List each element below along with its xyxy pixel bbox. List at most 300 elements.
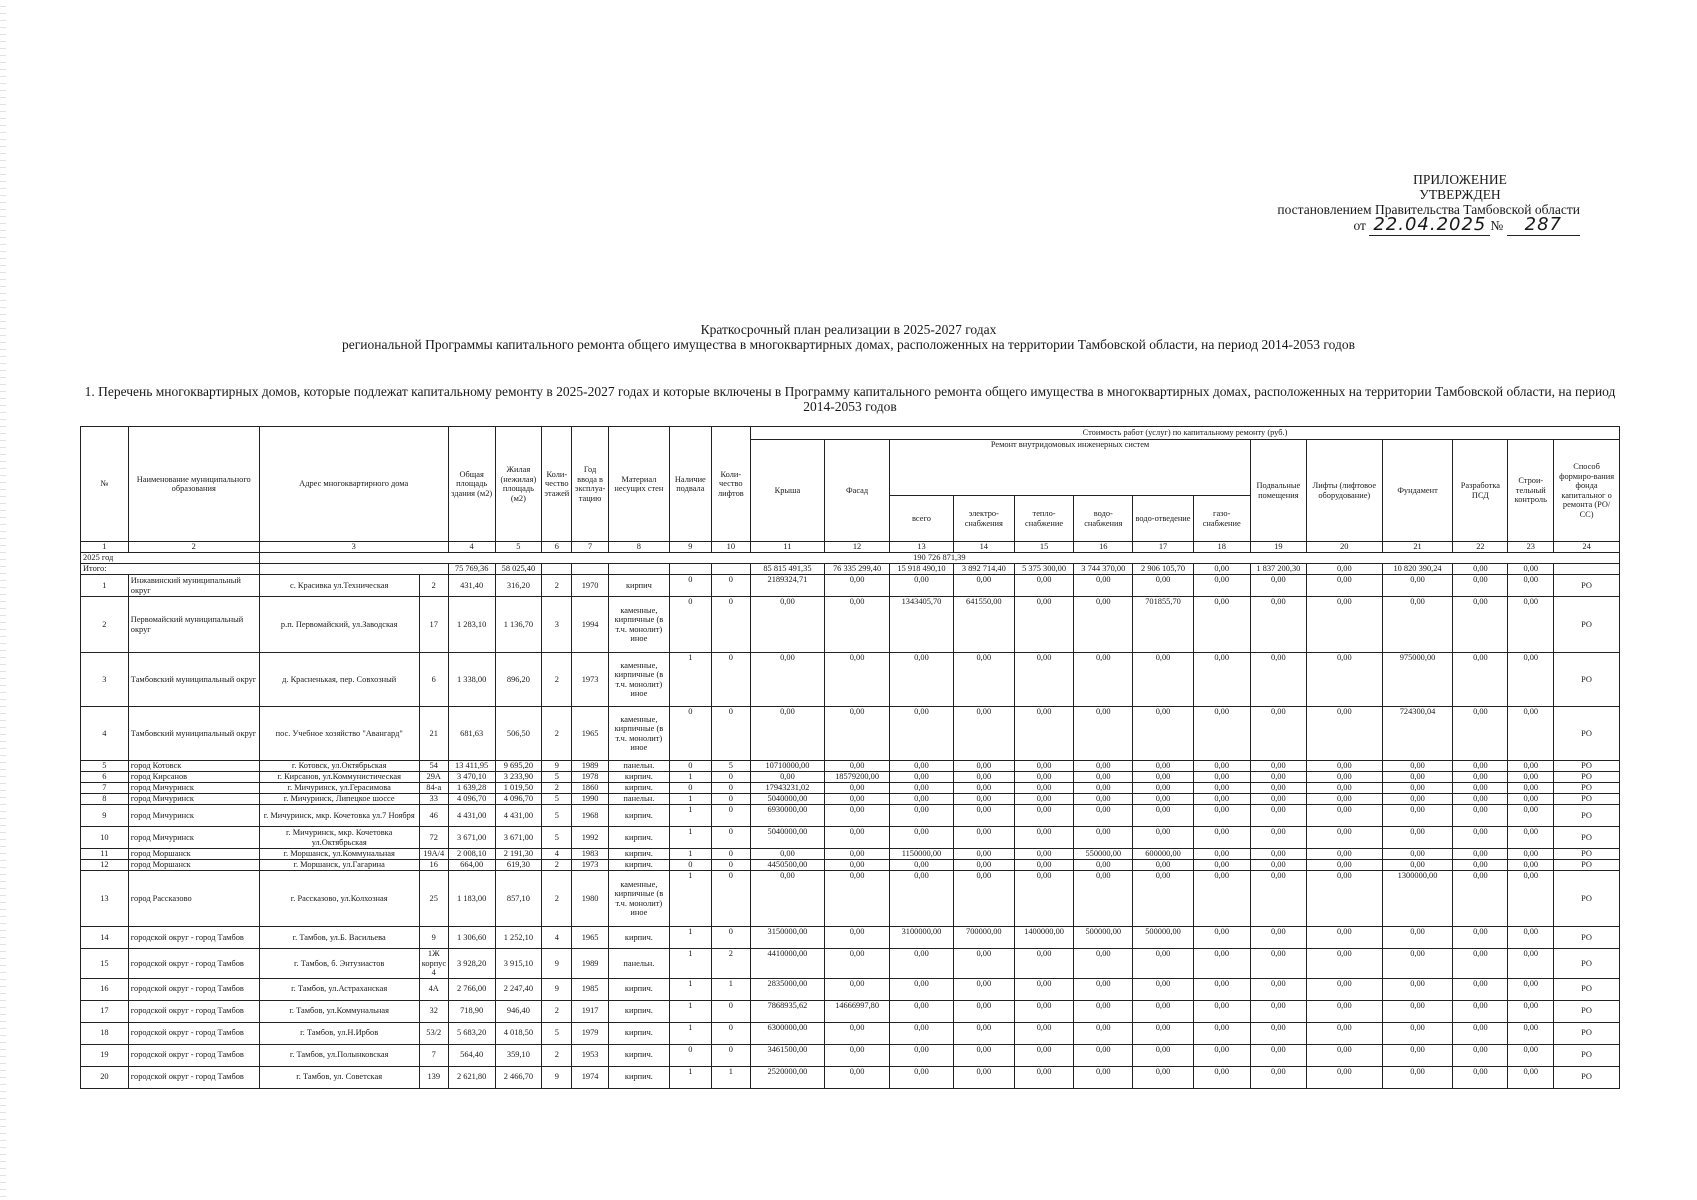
row-lift-equipment: 0,00: [1306, 575, 1382, 597]
row-heat: 0,00: [1014, 707, 1073, 761]
row-roof: 7868935,62: [751, 1000, 825, 1022]
row-fund-method: РО: [1554, 978, 1620, 1000]
row-address: д. Красненькая, пер. Совхозный: [259, 653, 419, 707]
table-row: [81, 653, 1620, 707]
row-year: 1970: [572, 575, 608, 597]
row-address: г. Тамбов, ул.Полынковская: [259, 1044, 419, 1066]
row-floors: 5: [542, 827, 572, 849]
row-cellar: 0,00: [1250, 761, 1306, 772]
row-facade: 0,00: [824, 1066, 889, 1088]
row-number: 18: [81, 1022, 129, 1044]
row-lifts: 0: [711, 860, 750, 871]
row-year: 1994: [572, 597, 608, 653]
row-lifts: 1: [711, 978, 750, 1000]
row-electric: 0,00: [953, 849, 1014, 860]
row-control: 0,00: [1508, 949, 1554, 979]
row-lift-equipment: 0,00: [1306, 794, 1382, 805]
table-row: [81, 1044, 1620, 1066]
row-total-area: 718,90: [448, 1000, 495, 1022]
row-gas: 0,00: [1193, 827, 1250, 849]
row-roof: 4450500,00: [751, 860, 825, 871]
column-number: 24: [1554, 542, 1620, 553]
row-gas: 0,00: [1193, 653, 1250, 707]
totals-living: 58 025,40: [495, 564, 542, 575]
year-label: 2025 год: [81, 553, 260, 564]
hdr-lift-equipment: Лифты (лифтовое оборудование): [1306, 440, 1382, 542]
table-row: [81, 761, 1620, 772]
row-roof: 2189324,71: [751, 575, 825, 597]
row-electric: 0,00: [953, 1022, 1014, 1044]
hdr-walls: Материал несущих стен: [608, 427, 669, 542]
totals-empty: [572, 564, 608, 575]
row-lift-equipment: 0,00: [1306, 978, 1382, 1000]
row-gas: 0,00: [1193, 1066, 1250, 1088]
column-number: 6: [542, 542, 572, 553]
row-year: 1990: [572, 794, 608, 805]
totals-cellar: 1 837 200,30: [1250, 564, 1306, 575]
row-cellar: 0,00: [1250, 707, 1306, 761]
row-electric: 0,00: [953, 805, 1014, 827]
hdr-eng-total: всего: [890, 496, 953, 542]
row-eng-total: 0,00: [890, 1066, 953, 1088]
row-facade: 0,00: [824, 871, 889, 927]
row-lifts: 0: [711, 849, 750, 860]
row-eng-total: 0,00: [890, 794, 953, 805]
column-number: 2: [128, 542, 259, 553]
section-heading: 1. Перечень многоквартирных домов, которые подлежат капитальному ремонту в 2025-2027 годах и которые включены в Программу капитального ремонта общего имущества в многоквартирных домах, расположенных на территории Тамбовской области, на период 2014-2053 годов: [84, 384, 1616, 414]
row-fund-method: РО: [1554, 849, 1620, 860]
hdr-psd: Разработка ПСД: [1453, 440, 1508, 542]
row-living-area: 1 019,50: [495, 783, 542, 794]
row-eng-total: 1150000,00: [890, 849, 953, 860]
row-foundation: 0,00: [1382, 849, 1453, 860]
row-water: 0,00: [1074, 1022, 1133, 1044]
row-fund-method: РО: [1554, 949, 1620, 979]
column-number: 19: [1250, 542, 1306, 553]
row-living-area: 1 252,10: [495, 927, 542, 949]
row-water: 0,00: [1074, 772, 1133, 783]
row-municipality: Тамбовский муниципальный округ: [128, 653, 259, 707]
row-basement: 1: [670, 805, 712, 827]
row-water: 0,00: [1074, 707, 1133, 761]
row-number: 5: [81, 761, 129, 772]
row-year: 1965: [572, 927, 608, 949]
hdr-fund-method: Способ формиро-вания фонда капитальног о ремонта (РО/СС): [1554, 440, 1620, 542]
table-row: [81, 849, 1620, 860]
row-living-area: 2 247,40: [495, 978, 542, 1000]
row-walls: кирпич.: [608, 849, 669, 860]
row-drain: 600000,00: [1133, 849, 1193, 860]
row-electric: 641550,00: [953, 597, 1014, 653]
row-facade: 0,00: [824, 653, 889, 707]
row-municipality: город Мичуринск: [128, 783, 259, 794]
row-floors: 2: [542, 653, 572, 707]
table-row: [81, 978, 1620, 1000]
row-living-area: 2 191,30: [495, 849, 542, 860]
row-eng-total: 0,00: [890, 860, 953, 871]
row-water: 550000,00: [1074, 849, 1133, 860]
row-gas: 0,00: [1193, 597, 1250, 653]
hdr-address: Адрес многоквартирного дома: [259, 427, 448, 542]
totals-foundation: 10 820 390,24: [1382, 564, 1453, 575]
row-psd: 0,00: [1453, 653, 1508, 707]
row-roof: 2520000,00: [751, 1066, 825, 1088]
totals-label: Итого:: [81, 564, 260, 575]
row-foundation: 0,00: [1382, 794, 1453, 805]
row-address: г. Мичуринск, ул.Герасимова: [259, 783, 419, 794]
row-basement: 1: [670, 653, 712, 707]
row-control: 0,00: [1508, 772, 1554, 783]
row-eng-total: 0,00: [890, 1000, 953, 1022]
hdr-gas: газо-снабжение: [1193, 496, 1250, 542]
row-lifts: 0: [711, 653, 750, 707]
row-lift-equipment: 0,00: [1306, 761, 1382, 772]
table-row: [81, 827, 1620, 849]
row-address: г. Рассказово, ул.Колхозная: [259, 871, 419, 927]
row-year: 1860: [572, 783, 608, 794]
row-control: 0,00: [1508, 794, 1554, 805]
row-total-area: 1 338,00: [448, 653, 495, 707]
row-municipality: городской округ - город Тамбов: [128, 1000, 259, 1022]
row-heat: 0,00: [1014, 849, 1073, 860]
row-lifts: 0: [711, 597, 750, 653]
row-electric: 0,00: [953, 949, 1014, 979]
row-heat: 0,00: [1014, 805, 1073, 827]
row-municipality: город Мичуринск: [128, 827, 259, 849]
hdr-roof: Крыша: [751, 440, 825, 542]
row-floors: 2: [542, 783, 572, 794]
row-year: 1953: [572, 1044, 608, 1066]
year-row: [81, 553, 1620, 564]
row-facade: 0,00: [824, 707, 889, 761]
row-number: 14: [81, 927, 129, 949]
column-number-row: [81, 542, 1620, 553]
row-number: 6: [81, 772, 129, 783]
row-roof: 17943231,02: [751, 783, 825, 794]
row-fund-method: РО: [1554, 871, 1620, 927]
row-lifts: 0: [711, 575, 750, 597]
row-cellar: 0,00: [1250, 1066, 1306, 1088]
row-lifts: 0: [711, 783, 750, 794]
table-row: [81, 860, 1620, 871]
row-floors: 2: [542, 1000, 572, 1022]
row-number: 1: [81, 575, 129, 597]
row-heat: 0,00: [1014, 978, 1073, 1000]
row-house-number: 6: [419, 653, 448, 707]
row-basement: 1: [670, 871, 712, 927]
row-drain: 0,00: [1133, 653, 1193, 707]
row-total-area: 1 283,10: [448, 597, 495, 653]
row-water: 0,00: [1074, 1044, 1133, 1066]
row-living-area: 857,10: [495, 871, 542, 927]
row-floors: 4: [542, 927, 572, 949]
row-facade: 14666997,80: [824, 1000, 889, 1022]
row-water: 0,00: [1074, 827, 1133, 849]
row-roof: 5040000,00: [751, 794, 825, 805]
row-foundation: 975000,00: [1382, 653, 1453, 707]
row-psd: 0,00: [1453, 761, 1508, 772]
row-municipality: город Моршанск: [128, 860, 259, 871]
row-psd: 0,00: [1453, 1066, 1508, 1088]
row-cellar: 0,00: [1250, 871, 1306, 927]
row-total-area: 1 183,00: [448, 871, 495, 927]
row-address: с. Красивка ул.Техническая: [259, 575, 419, 597]
row-number: 2: [81, 597, 129, 653]
row-lift-equipment: 0,00: [1306, 871, 1382, 927]
row-heat: 0,00: [1014, 772, 1073, 783]
row-control: 0,00: [1508, 1066, 1554, 1088]
row-fund-method: РО: [1554, 794, 1620, 805]
row-electric: 700000,00: [953, 927, 1014, 949]
row-number: 8: [81, 794, 129, 805]
row-total-area: 3 671,00: [448, 827, 495, 849]
row-eng-total: 0,00: [890, 827, 953, 849]
table-row: [81, 772, 1620, 783]
table-row: [81, 575, 1620, 597]
column-number: 11: [751, 542, 825, 553]
row-total-area: 5 683,20: [448, 1022, 495, 1044]
hdr-floors: Коли-чество этажей: [542, 427, 572, 542]
row-cellar: 0,00: [1250, 927, 1306, 949]
row-house-number: 46: [419, 805, 448, 827]
row-total-area: 4 431,00: [448, 805, 495, 827]
row-floors: 3: [542, 597, 572, 653]
row-control: 0,00: [1508, 575, 1554, 597]
row-cellar: 0,00: [1250, 772, 1306, 783]
row-total-area: 13 411,95: [448, 761, 495, 772]
table-row: [81, 794, 1620, 805]
row-year: 1978: [572, 772, 608, 783]
hdr-facade: Фасад: [824, 440, 889, 542]
column-number: 9: [670, 542, 712, 553]
row-number: 4: [81, 707, 129, 761]
approval-date-line: [1180, 214, 1580, 235]
row-floors: 9: [542, 1066, 572, 1088]
row-foundation: 0,00: [1382, 949, 1453, 979]
row-cellar: 0,00: [1250, 783, 1306, 794]
row-address: г. Тамбов, ул. Советская: [259, 1066, 419, 1088]
row-living-area: 359,10: [495, 1044, 542, 1066]
totals-gas: 0,00: [1193, 564, 1250, 575]
row-water: 0,00: [1074, 575, 1133, 597]
row-walls: кирпич.: [608, 772, 669, 783]
row-electric: 0,00: [953, 1066, 1014, 1088]
row-drain: 0,00: [1133, 783, 1193, 794]
row-year: 1980: [572, 871, 608, 927]
totals-eng-total: 15 918 490,10: [890, 564, 953, 575]
row-walls: кирпич.: [608, 1000, 669, 1022]
row-basement: 0: [670, 1044, 712, 1066]
row-number: 19: [81, 1044, 129, 1066]
row-drain: 701855,70: [1133, 597, 1193, 653]
row-gas: 0,00: [1193, 927, 1250, 949]
row-gas: 0,00: [1193, 761, 1250, 772]
row-walls: кирпич.: [608, 783, 669, 794]
row-basement: 1: [670, 827, 712, 849]
year-total: 190 726 871,39: [259, 553, 1619, 564]
row-floors: 2: [542, 871, 572, 927]
row-roof: 0,00: [751, 597, 825, 653]
table-row: [81, 1066, 1620, 1088]
row-eng-total: 0,00: [890, 653, 953, 707]
row-water: 0,00: [1074, 761, 1133, 772]
row-heat: 1400000,00: [1014, 927, 1073, 949]
row-fund-method: РО: [1554, 653, 1620, 707]
row-drain: 0,00: [1133, 1044, 1193, 1066]
row-foundation: 0,00: [1382, 860, 1453, 871]
row-address: г. Моршанск, ул.Коммунальная: [259, 849, 419, 860]
row-drain: 0,00: [1133, 575, 1193, 597]
hdr-water: водо-снабжения: [1074, 496, 1133, 542]
row-floors: 2: [542, 860, 572, 871]
row-cellar: 0,00: [1250, 805, 1306, 827]
row-psd: 0,00: [1453, 1044, 1508, 1066]
row-basement: 1: [670, 772, 712, 783]
table-row: [81, 597, 1620, 653]
row-address: г. Мичуринск, мкр. Кочетовка ул.Октябрьская: [259, 827, 419, 849]
row-year: 1965: [572, 707, 608, 761]
row-basement: 0: [670, 575, 712, 597]
row-walls: кирпич.: [608, 805, 669, 827]
row-year: 1973: [572, 860, 608, 871]
row-electric: 0,00: [953, 707, 1014, 761]
row-total-area: 564,40: [448, 1044, 495, 1066]
row-municipality: город Мичуринск: [128, 794, 259, 805]
row-lifts: 0: [711, 1000, 750, 1022]
title-line-2: региональной Программы капитального ремонта общего имущества в многоквартирных домах, расположенных на территории Тамбовской области, на период 2014-2053 годов: [342, 337, 1355, 352]
row-lift-equipment: 0,00: [1306, 1000, 1382, 1022]
row-roof: 0,00: [751, 772, 825, 783]
row-total-area: 3 928,20: [448, 949, 495, 979]
row-gas: 0,00: [1193, 871, 1250, 927]
row-floors: 9: [542, 949, 572, 979]
column-number: 14: [953, 542, 1014, 553]
row-fund-method: РО: [1554, 761, 1620, 772]
row-heat: 0,00: [1014, 783, 1073, 794]
row-heat: 0,00: [1014, 761, 1073, 772]
row-gas: 0,00: [1193, 575, 1250, 597]
totals-empty: [608, 564, 669, 575]
row-living-area: 896,20: [495, 653, 542, 707]
row-electric: 0,00: [953, 794, 1014, 805]
hdr-engineering-group: Ремонт внутридомовых инженерных систем: [890, 440, 1251, 496]
row-water: 0,00: [1074, 1066, 1133, 1088]
hdr-municipality: Наименование муниципального образования: [128, 427, 259, 542]
row-walls: кирпич.: [608, 1022, 669, 1044]
row-heat: 0,00: [1014, 827, 1073, 849]
row-drain: 0,00: [1133, 761, 1193, 772]
row-lift-equipment: 0,00: [1306, 805, 1382, 827]
row-psd: 0,00: [1453, 575, 1508, 597]
row-foundation: 0,00: [1382, 978, 1453, 1000]
row-eng-total: 0,00: [890, 575, 953, 597]
row-electric: 0,00: [953, 575, 1014, 597]
row-drain: 0,00: [1133, 860, 1193, 871]
row-cellar: 0,00: [1250, 653, 1306, 707]
row-total-area: 2 008,10: [448, 849, 495, 860]
row-number: 15: [81, 949, 129, 979]
row-fund-method: РО: [1554, 1044, 1620, 1066]
row-electric: 0,00: [953, 1044, 1014, 1066]
row-address: г. Мичуринск, мкр. Кочетовка ул.7 Ноября: [259, 805, 419, 827]
row-heat: 0,00: [1014, 1044, 1073, 1066]
row-facade: 0,00: [824, 860, 889, 871]
row-psd: 0,00: [1453, 783, 1508, 794]
scan-edge-marks: [0, 0, 6, 1200]
row-electric: 0,00: [953, 827, 1014, 849]
row-living-area: 4 431,00: [495, 805, 542, 827]
row-heat: 0,00: [1014, 794, 1073, 805]
approval-approved: УТВЕРЖДЕН: [1419, 187, 1501, 202]
row-lift-equipment: 0,00: [1306, 860, 1382, 871]
row-electric: 0,00: [953, 772, 1014, 783]
hdr-control: Строи-тельный контроль: [1508, 440, 1554, 542]
column-number: 3: [259, 542, 448, 553]
row-year: 1983: [572, 849, 608, 860]
row-address: г. Мичуринск, Липецкое шоссе: [259, 794, 419, 805]
row-gas: 0,00: [1193, 849, 1250, 860]
row-foundation: 0,00: [1382, 783, 1453, 794]
column-number: 13: [890, 542, 953, 553]
row-basement: 1: [670, 794, 712, 805]
row-gas: 0,00: [1193, 1000, 1250, 1022]
table-row: [81, 805, 1620, 827]
row-municipality: Первомайский муниципальный округ: [128, 597, 259, 653]
row-address: г. Кирсанов, ул.Коммунистическая: [259, 772, 419, 783]
hdr-electric: электро-снабжения: [953, 496, 1014, 542]
row-foundation: 1300000,00: [1382, 871, 1453, 927]
row-foundation: 0,00: [1382, 827, 1453, 849]
row-lifts: 0: [711, 1022, 750, 1044]
row-roof: 4410000,00: [751, 949, 825, 979]
row-number: 3: [81, 653, 129, 707]
row-roof: 3150000,00: [751, 927, 825, 949]
row-control: 0,00: [1508, 597, 1554, 653]
row-water: 0,00: [1074, 871, 1133, 927]
row-lift-equipment: 0,00: [1306, 783, 1382, 794]
row-house-number: 54: [419, 761, 448, 772]
table-row: [81, 949, 1620, 979]
row-living-area: 3 671,00: [495, 827, 542, 849]
row-lift-equipment: 0,00: [1306, 927, 1382, 949]
row-psd: 0,00: [1453, 707, 1508, 761]
row-municipality: городской округ - город Тамбов: [128, 978, 259, 1000]
totals-drain: 2 906 105,70: [1133, 564, 1193, 575]
table-row: [81, 1000, 1620, 1022]
row-municipality: Инжавинский муниципальный округ: [128, 575, 259, 597]
row-foundation: 0,00: [1382, 761, 1453, 772]
totals-empty: [1554, 564, 1620, 575]
totals-psd: 0,00: [1453, 564, 1508, 575]
row-floors: 9: [542, 978, 572, 1000]
row-facade: 18579200,00: [824, 772, 889, 783]
row-number: 10: [81, 827, 129, 849]
row-facade: 0,00: [824, 827, 889, 849]
row-gas: 0,00: [1193, 772, 1250, 783]
row-basement: 1: [670, 1000, 712, 1022]
row-water: 0,00: [1074, 783, 1133, 794]
row-floors: 2: [542, 1044, 572, 1066]
row-walls: панельн.: [608, 794, 669, 805]
row-walls: панельн.: [608, 949, 669, 979]
row-address: г. Тамбов, ул.Б. Васильева: [259, 927, 419, 949]
row-municipality: городской округ - город Тамбов: [128, 949, 259, 979]
row-drain: 0,00: [1133, 949, 1193, 979]
row-foundation: 0,00: [1382, 772, 1453, 783]
row-walls: кирпич: [608, 575, 669, 597]
row-total-area: 4 096,70: [448, 794, 495, 805]
row-psd: 0,00: [1453, 1022, 1508, 1044]
